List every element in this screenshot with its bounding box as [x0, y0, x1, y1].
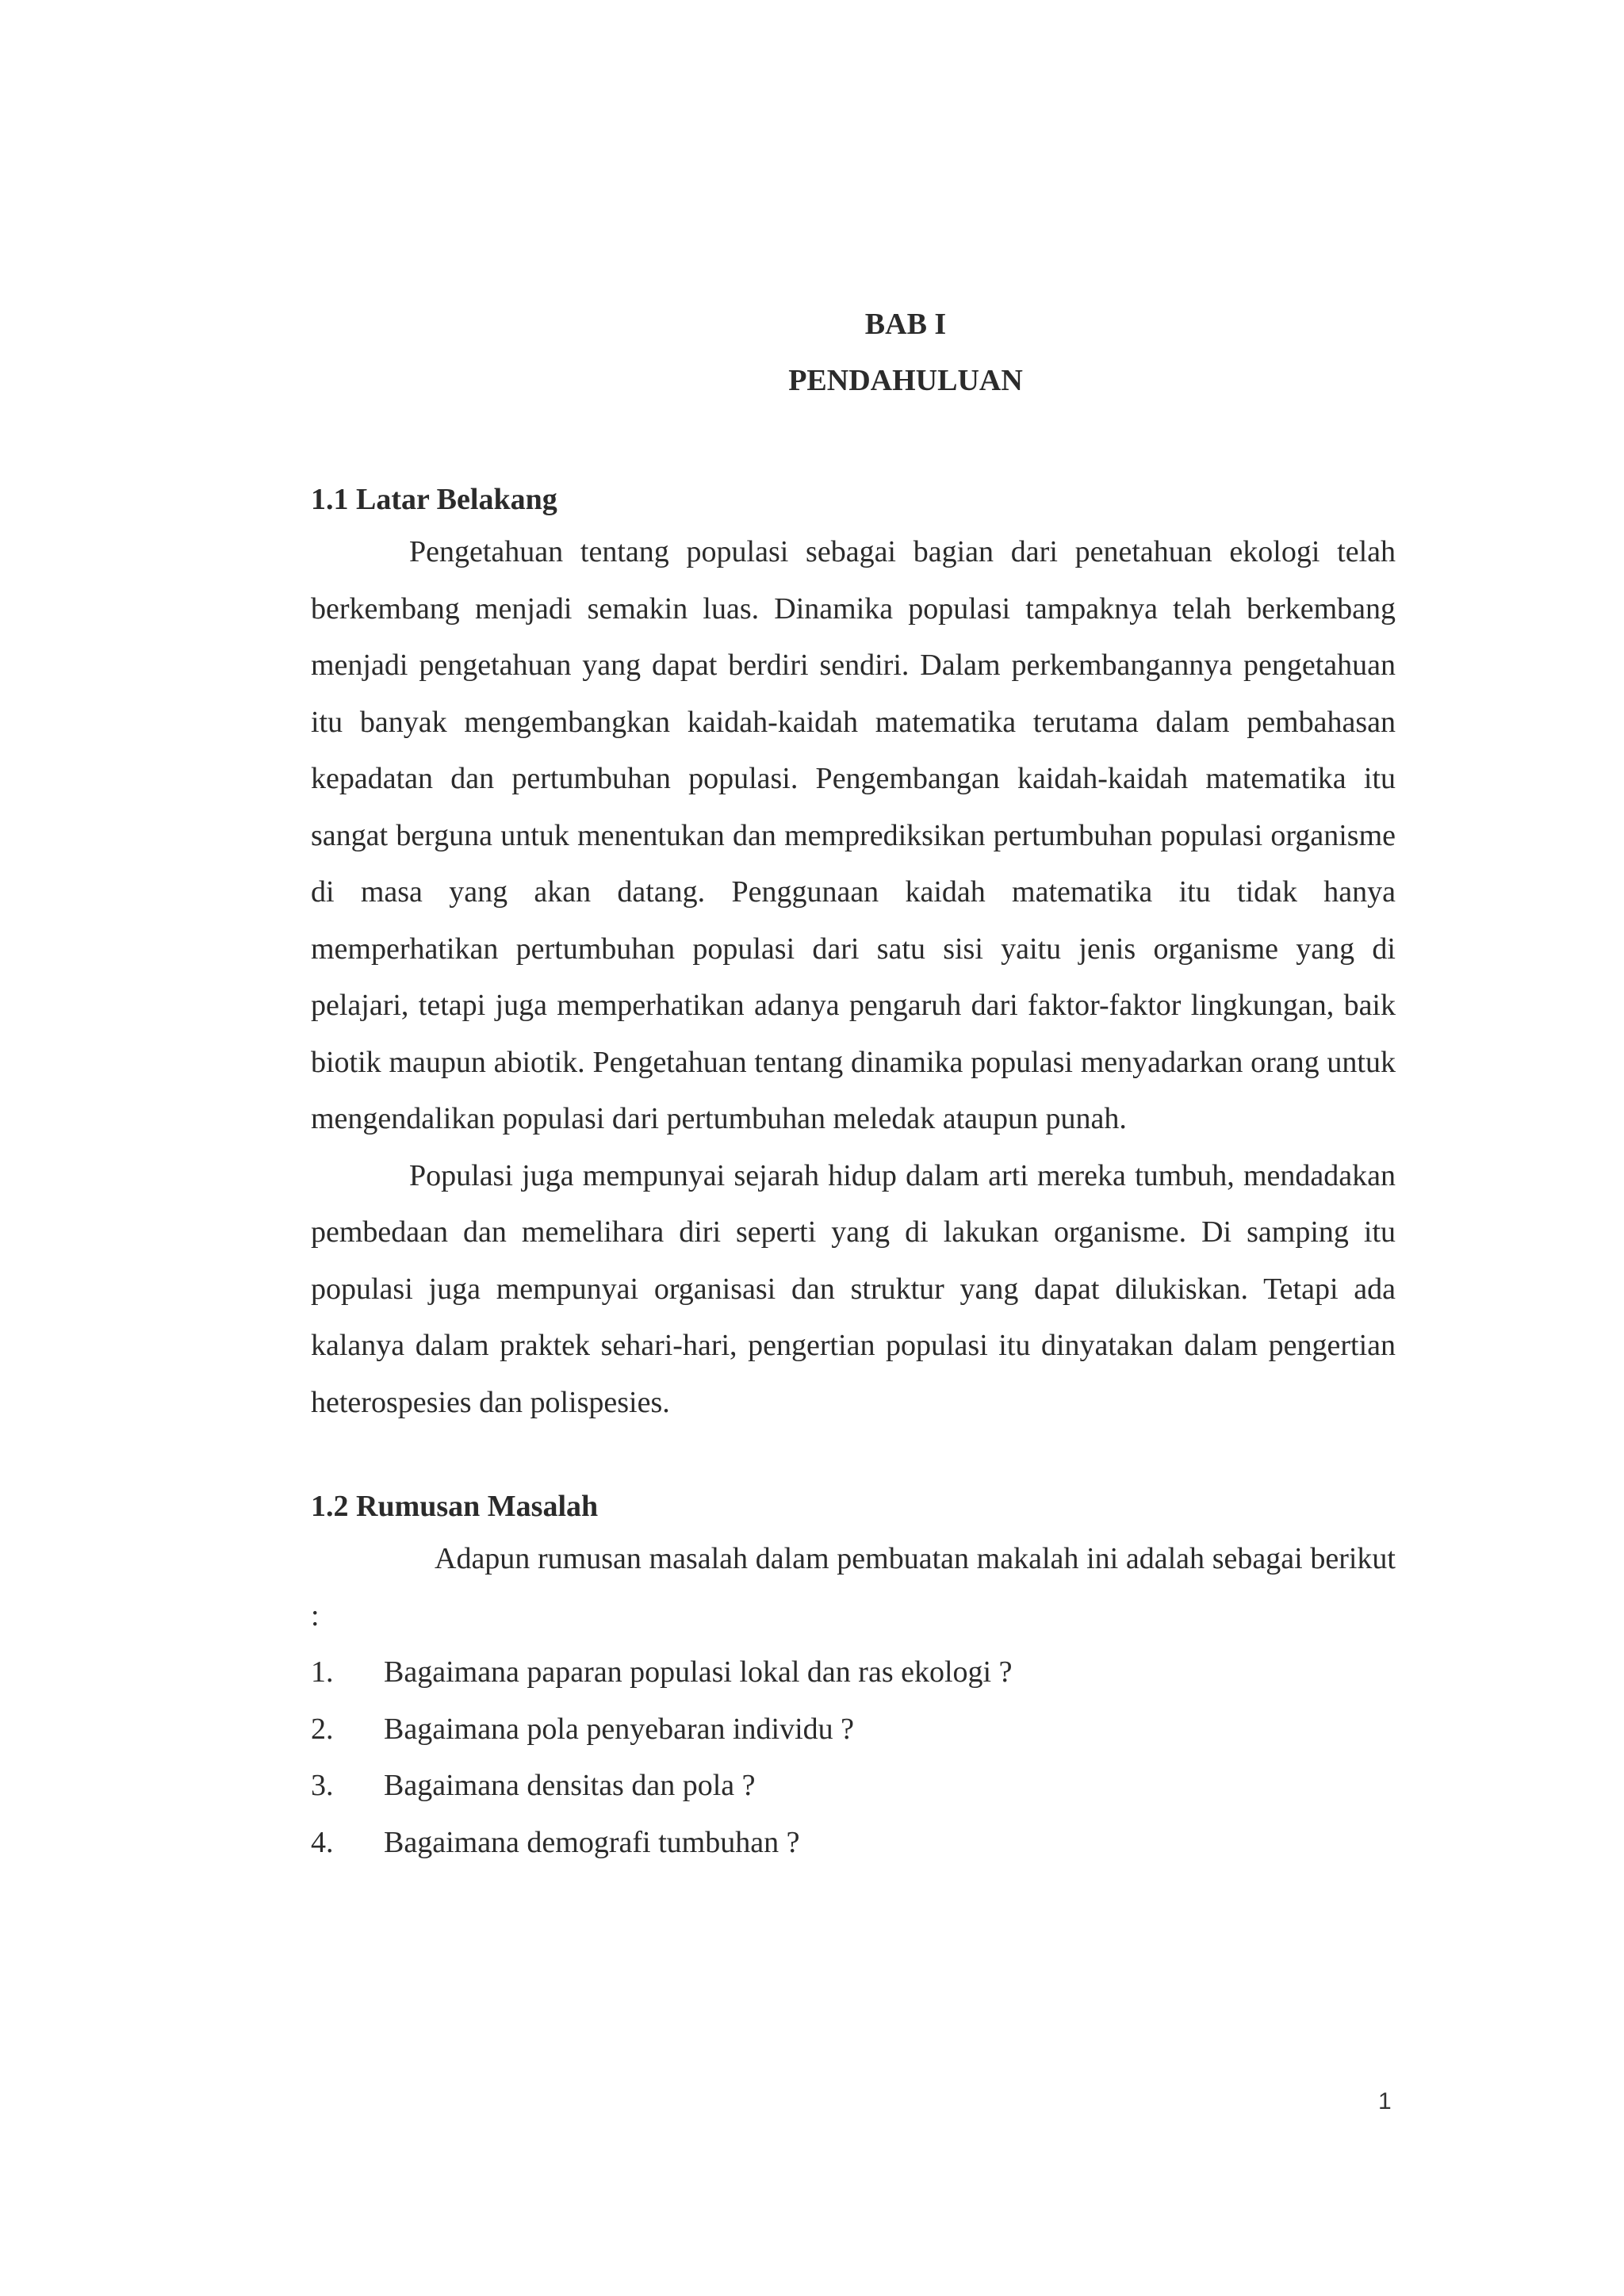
list-number: 4.	[311, 1825, 334, 1859]
list-text: Bagaimana pola penyebaran individu ?	[384, 1712, 855, 1746]
section-heading-rumusan-masalah: 1.2 Rumusan Masalah	[311, 1490, 599, 1523]
page-number: 1	[1378, 2088, 1392, 2114]
list-item	[311, 1644, 1396, 1701]
list-text: Bagaimana demografi tumbuhan ?	[384, 1825, 800, 1859]
chapter-title: PENDAHULUAN	[788, 364, 1023, 397]
list-number: 1.	[311, 1655, 334, 1689]
problem-list	[311, 1644, 1396, 1871]
chapter-label: BAB I	[864, 308, 947, 341]
list-item	[311, 1815, 1396, 1872]
list-item	[311, 1701, 1396, 1758]
list-text: Bagaimana densitas dan pola ?	[384, 1769, 756, 1802]
paragraph: Populasi juga mempunyai sejarah hidup dalam arti mereka tumbuh, mendadakan pembedaan dan memelihara diri seperti yang di lakukan organisme. Di samping itu populasi juga mempunyai organisasi dan struktur yang dapat dilukiskan. Tetapi ada kalanya dalam praktek sehari-hari, pengertian populasi itu dinyatakan dalam pengertian heterospesies dan polispesies.	[311, 1158, 1396, 1419]
list-text: Bagaimana paparan populasi lokal dan ras ekologi ?	[384, 1655, 1013, 1689]
section-heading-latar-belakang: 1.1 Latar Belakang	[311, 483, 557, 516]
paragraph-intro: Adapun rumusan masalah dalam pembuatan makalah ini adalah sebagai berikut :	[311, 1542, 1396, 1632]
list-number: 3.	[311, 1769, 334, 1802]
paragraph: Pengetahuan tentang populasi sebagai bagian dari penetahuan ekologi telah berkembang menjadi semakin luas. Dinamika populasi tampaknya telah berkembang menjadi pengetahuan yang dapat berdiri sendiri. Dalam perkembangannya pengetahuan itu banyak mengembangkan kaidah-kaidah matematika terutama dalam pembahasan kepadatan dan pertumbuhan populasi. Pengembangan kaidah-kaidah matematika itu sangat berguna untuk menentukan dan memprediksikan pertumbuhan populasi organisme di masa yang akan datang. Penggunaan kaidah matematika itu tidak hanya memperhatikan pertumbuhan populasi dari satu sisi yaitu jenis organisme yang di pelajari, tetapi juga memperhatikan adanya pengaruh dari faktor-faktor lingkungan, baik biotik maupun abiotik. Pengetahuan tentang dinamika populasi menyadarkan orang untuk mengendalikan populasi dari pertumbuhan meledak ataupun punah.	[311, 535, 1396, 1135]
list-item	[311, 1758, 1396, 1815]
list-number: 2.	[311, 1712, 334, 1746]
page-content	[311, 305, 1396, 1871]
